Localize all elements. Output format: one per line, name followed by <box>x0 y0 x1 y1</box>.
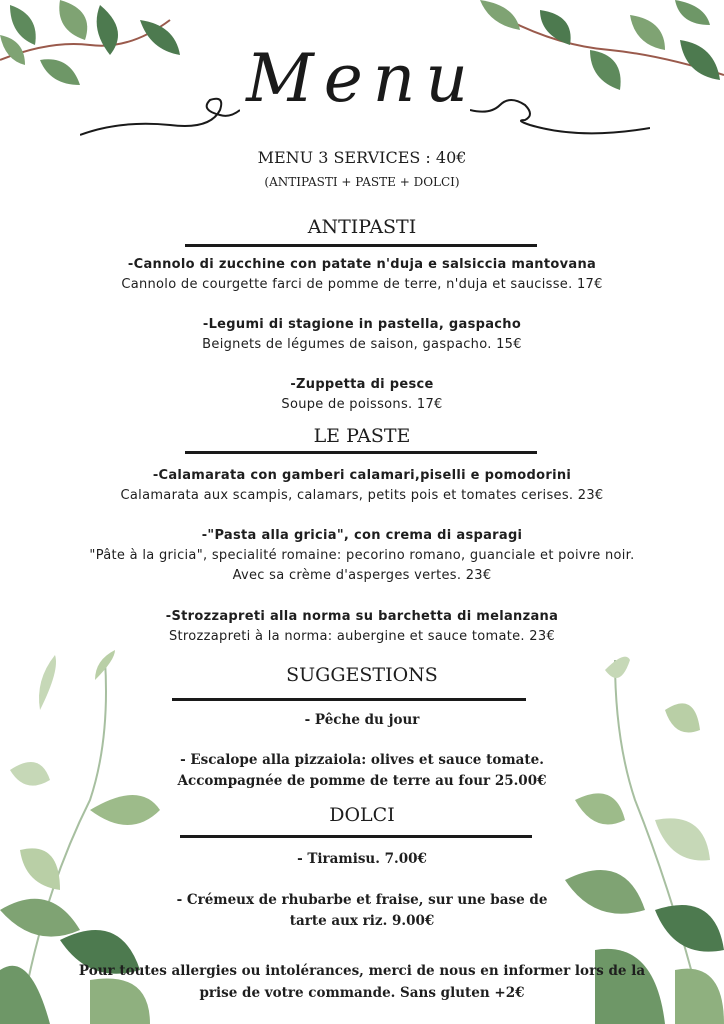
section-title-antipasti: ANTIPASTI <box>307 216 417 238</box>
dish-name: -Zuppetta di pesce <box>290 377 434 392</box>
dish-name: -Strozzapreti alla norma su barchetta di melanzana <box>165 609 559 624</box>
dessert-item: tarte aux riz. 9.00€ <box>289 913 435 929</box>
allergy-notice: Pour toutes allergies ou intolérances, merci de nous en informer lors de la <box>78 963 646 979</box>
formula-price: MENU 3 SERVICES : 40€ <box>257 148 467 167</box>
dish-description: Avec sa crème d'asperges vertes. 23€ <box>232 568 492 583</box>
section-divider <box>185 451 537 454</box>
dish-name: -Calamarata con gamberi calamari,piselli e pomodorini <box>152 468 572 483</box>
suggestion-item: Accompagnée de pomme de terre au four 25.00€ <box>177 773 547 789</box>
suggestion-item: - Escalope alla pizzaiola: olives et sauce tomate. <box>180 752 544 768</box>
dessert-item: - Crémeux de rhubarbe et fraise, sur une base de <box>176 892 548 908</box>
dish-name: -"Pasta alla gricia", con crema di asparagi <box>201 528 523 543</box>
suggestion-item: - Pêche du jour <box>304 712 420 728</box>
section-title-dolci: DOLCI <box>329 804 395 826</box>
dish-description: Strozzapreti à la norma: aubergine et sauce tomate. 23€ <box>168 629 556 644</box>
section-title-paste: LE PASTE <box>313 425 411 447</box>
section-divider <box>172 698 526 701</box>
dessert-item: - Tiramisu. 7.00€ <box>297 851 427 867</box>
dish-description: "Pâte à la gricia", specialité romaine: pecorino romano, guanciale et poivre noir. <box>89 548 635 563</box>
dish-name: -Cannolo di zucchine con patate n'duja e salsiccia mantovana <box>127 257 597 272</box>
dish-name: -Legumi di stagione in pastella, gaspacho <box>202 317 522 332</box>
section-divider <box>185 244 537 247</box>
menu-title: Menu <box>246 40 478 117</box>
section-divider <box>180 835 532 838</box>
dish-description: Beignets de légumes de saison, gaspacho. 15€ <box>202 337 522 352</box>
formula-detail: (ANTIPASTI + PASTE + DOLCI) <box>264 175 460 189</box>
menu-title-block <box>0 40 724 150</box>
dish-description: Cannolo de courgette farci de pomme de terre, n'duja et saucisse. 17€ <box>121 277 603 292</box>
dish-description: Soupe de poissons. 17€ <box>281 397 443 412</box>
allergy-notice: prise de votre commande. Sans gluten +2€ <box>199 985 525 1001</box>
section-title-suggestions: SUGGESTIONS <box>286 664 438 686</box>
dish-description: Calamarata aux scampis, calamars, petits pois et tomates cerises. 23€ <box>120 488 604 503</box>
